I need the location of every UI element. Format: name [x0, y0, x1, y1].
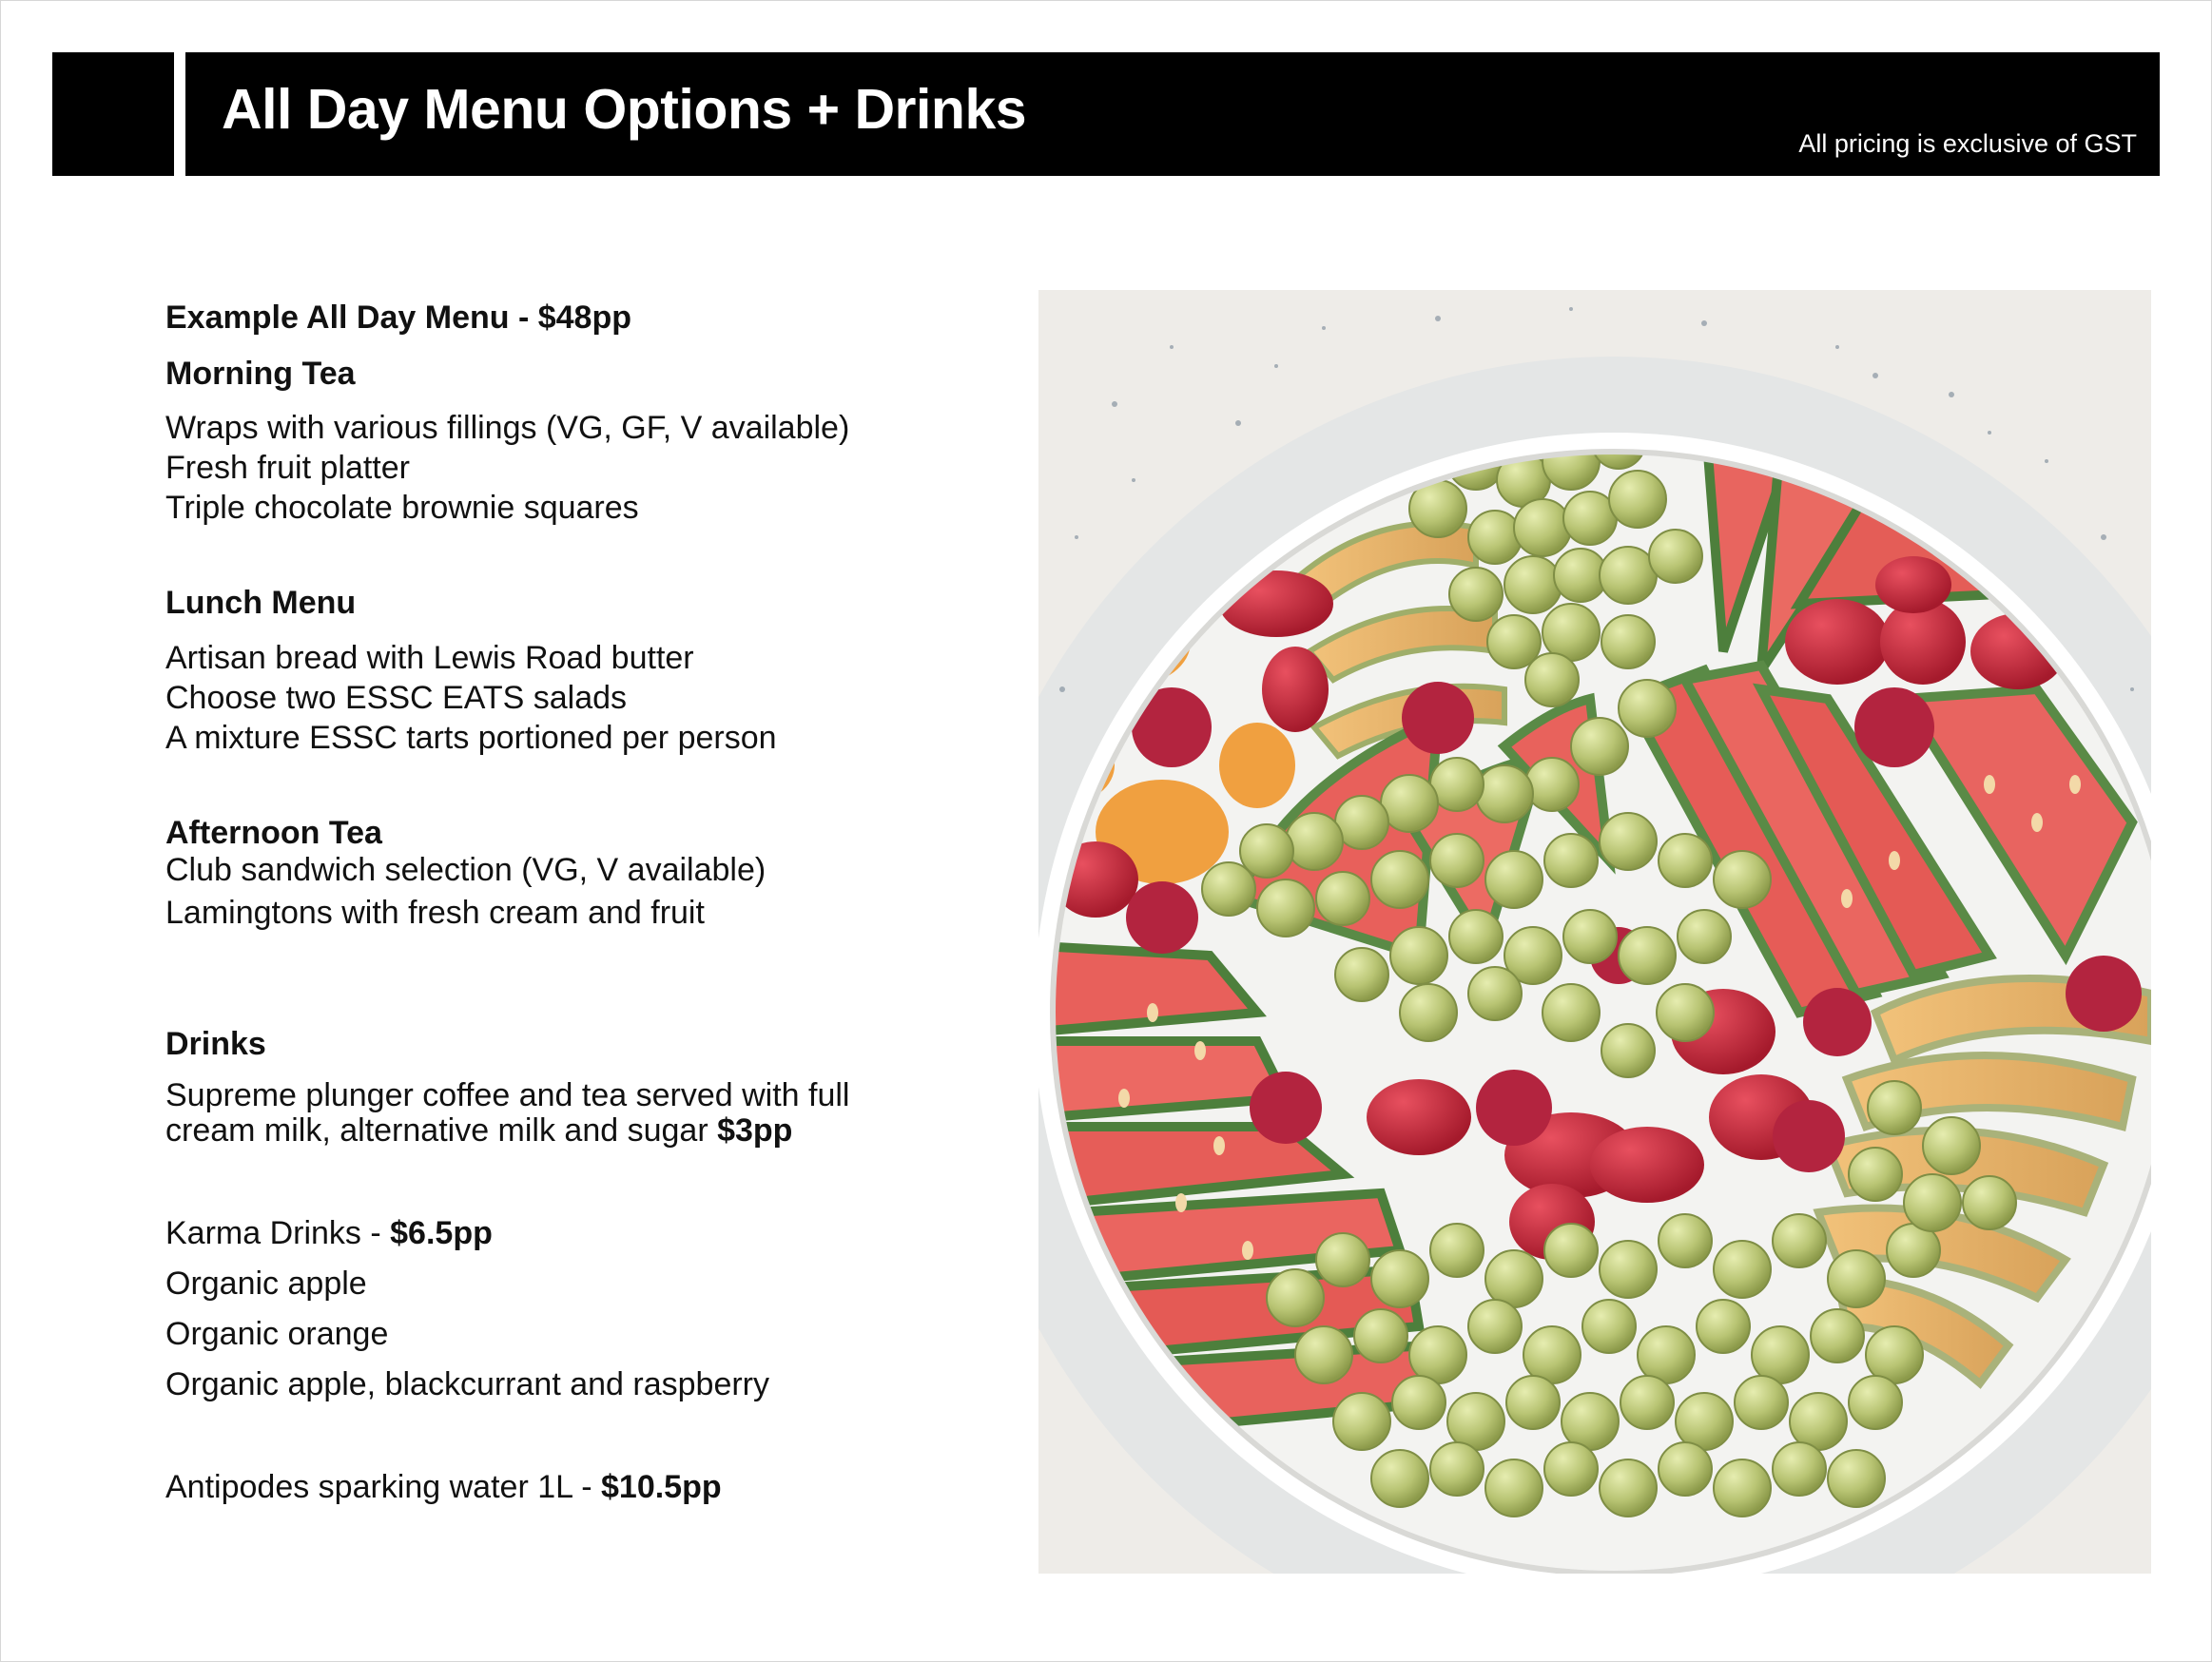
gst-note: All pricing is exclusive of GST — [1798, 129, 2137, 158]
lunch-menu-heading: Lunch Menu — [165, 585, 357, 621]
afternoon-tea-heading: Afternoon Tea — [165, 815, 382, 851]
list-item: Choose two ESSC EATS salads — [165, 680, 628, 716]
list-item: Triple chocolate brownie squares — [165, 490, 639, 526]
example-menu-heading: Example All Day Menu - $48pp — [165, 300, 631, 336]
list-item: Lamingtons with fresh cream and fruit — [165, 895, 705, 931]
coffee-line-2: cream milk, alternative milk and sugar $3pp — [165, 1112, 793, 1149]
header-accent-block — [52, 52, 174, 176]
coffee-price: $3pp — [717, 1112, 793, 1149]
page-title: All Day Menu Options + Drinks — [222, 78, 1027, 141]
list-item: Fresh fruit platter — [165, 450, 410, 486]
list-item: A mixture ESSC tarts portioned per person — [165, 720, 777, 756]
list-item: Organic orange — [165, 1316, 389, 1352]
list-item: Wraps with various fillings (VG, GF, V available) — [165, 410, 850, 446]
fruit-platter-illustration — [1038, 290, 2151, 1574]
drinks-heading: Drinks — [165, 1026, 266, 1062]
water-price: $10.5pp — [601, 1469, 722, 1505]
morning-tea-heading: Morning Tea — [165, 356, 356, 392]
list-item: Organic apple, blackcurrant and raspberry — [165, 1366, 769, 1402]
header-bar — [185, 52, 2160, 176]
list-item: Artisan bread with Lewis Road butter — [165, 640, 694, 676]
list-item: Club sandwich selection (VG, V available) — [165, 852, 766, 888]
fruit-platter-photo — [1038, 290, 2151, 1574]
karma-price: $6.5pp — [390, 1215, 493, 1251]
karma-drinks-line: Karma Drinks - $6.5pp — [165, 1215, 493, 1251]
sparkling-water-line: Antipodes sparking water 1L - $10.5pp — [165, 1469, 722, 1505]
list-item: Organic apple — [165, 1266, 367, 1302]
example-menu-price: $48pp — [537, 300, 631, 336]
coffee-line-1: Supreme plunger coffee and tea served with full — [165, 1077, 850, 1113]
